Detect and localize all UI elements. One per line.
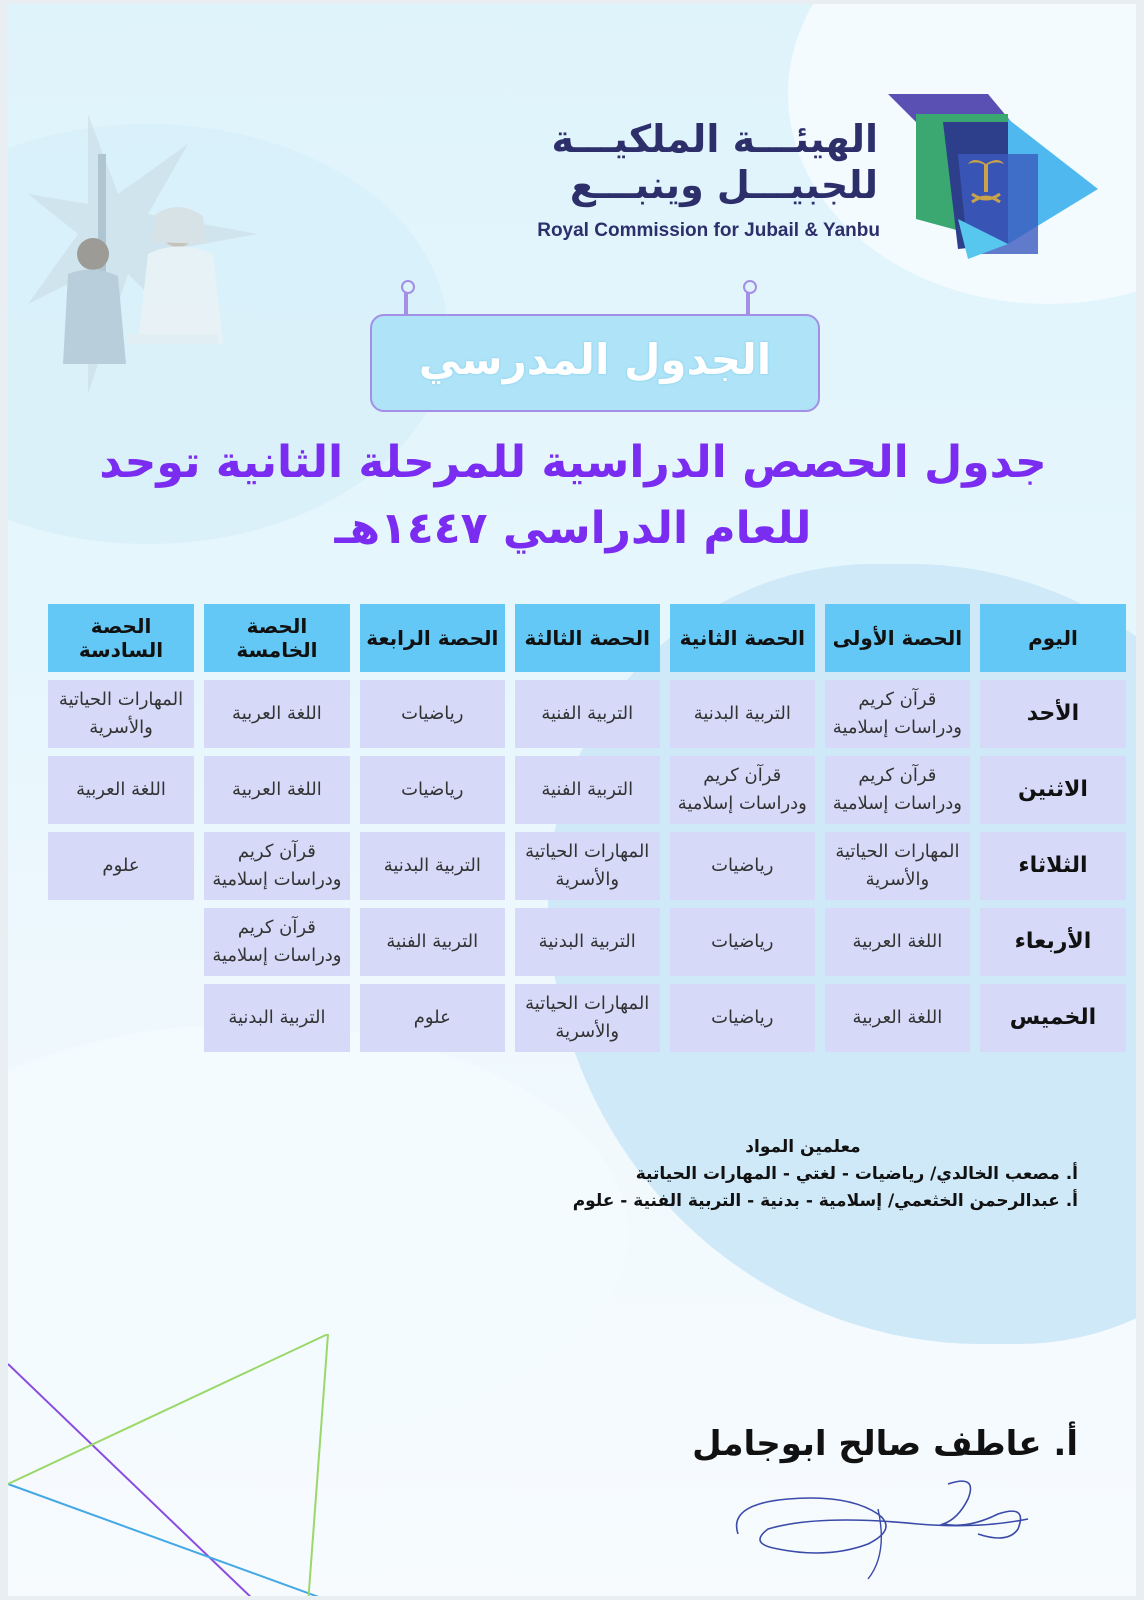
- page: [8, 4, 1136, 1596]
- period-cell: التربية الفنية: [515, 756, 660, 824]
- table-header-row: [48, 604, 1126, 672]
- period-cell: علوم: [360, 984, 505, 1052]
- period-cell: علوم: [48, 832, 194, 900]
- period-cell: رياضيات: [670, 832, 815, 900]
- period-cell: التربية الفنية: [360, 908, 505, 976]
- period-cell: قرآن كريم ودراسات إسلامية: [825, 680, 970, 748]
- table-row: [48, 680, 1126, 748]
- period-cell: رياضيات: [360, 680, 505, 748]
- page-title: [48, 430, 1098, 562]
- column-header: الحصة الثالثة: [515, 604, 660, 672]
- period-cell: اللغة العربية: [204, 756, 350, 824]
- table-row: [48, 756, 1126, 824]
- period-cell: التربية البدنية: [515, 908, 660, 976]
- schedule-table: [38, 596, 1136, 1060]
- period-cell: رياضيات: [670, 984, 815, 1052]
- table-row: [48, 908, 1126, 976]
- classroom-photo: [28, 104, 268, 404]
- period-cell: المهارات الحياتية والأسرية: [48, 680, 194, 748]
- period-cell: اللغة العربية: [48, 756, 194, 824]
- org-name-arabic: للجبيـــل وينبـــع: [569, 163, 878, 207]
- column-header: الحصة الأولى: [825, 604, 970, 672]
- teacher-line: أ. مصعب الخالدي/ رياضيات - لغتي - المهارات الحياتية: [635, 1164, 1078, 1184]
- day-cell: الثلاثاء: [980, 832, 1126, 900]
- period-cell: التربية الفنية: [515, 680, 660, 748]
- column-header: الحصة الرابعة: [360, 604, 505, 672]
- period-cell: المهارات الحياتية والأسرية: [515, 832, 660, 900]
- org-name-english: Royal Commission for Jubail & Yanbu: [537, 220, 880, 241]
- signer-name: أ. عاطف صالح ابوجامل: [692, 1424, 1078, 1464]
- title-line: جدول الحصص الدراسية للمرحلة الثانية توحد: [99, 437, 1047, 488]
- column-header: الحصة الخامسة: [204, 604, 350, 672]
- teacher-line: أ. عبدالرحمن الخثعمي/ إسلامية - بدنية - التربية الفنية - علوم: [572, 1191, 1078, 1211]
- org-name-arabic: الهيئـــة الملكيـــة: [551, 117, 878, 161]
- empty-cell: [48, 984, 194, 1052]
- period-cell: المهارات الحياتية والأسرية: [825, 832, 970, 900]
- period-cell: التربية البدنية: [670, 680, 815, 748]
- period-cell: اللغة العربية: [204, 680, 350, 748]
- title-line: للعام الدراسي ١٤٤٧هـ: [334, 503, 812, 554]
- column-header: اليوم: [980, 604, 1126, 672]
- day-cell: الأحد: [980, 680, 1126, 748]
- handwritten-signature: [728, 1474, 1048, 1584]
- day-cell: الاثنين: [980, 756, 1126, 824]
- period-cell: المهارات الحياتية والأسرية: [515, 984, 660, 1052]
- period-cell: رياضيات: [670, 908, 815, 976]
- period-cell: قرآن كريم ودراسات إسلامية: [204, 832, 350, 900]
- teachers-heading: معلمين المواد: [745, 1137, 861, 1157]
- period-cell: التربية البدنية: [204, 984, 350, 1052]
- period-cell: اللغة العربية: [825, 908, 970, 976]
- column-header: الحصة الثانية: [670, 604, 815, 672]
- column-header: الحصة السادسة: [48, 604, 194, 672]
- royal-commission-logo: [888, 94, 1108, 264]
- decorative-lines: [8, 1334, 368, 1596]
- period-cell: التربية البدنية: [360, 832, 505, 900]
- period-cell: قرآن كريم ودراسات إسلامية: [825, 756, 970, 824]
- empty-cell: [48, 908, 194, 976]
- period-cell: قرآن كريم ودراسات إسلامية: [670, 756, 815, 824]
- period-cell: اللغة العربية: [825, 984, 970, 1052]
- table-row: [48, 832, 1126, 900]
- table-row: [48, 984, 1126, 1052]
- period-cell: رياضيات: [360, 756, 505, 824]
- period-cell: قرآن كريم ودراسات إسلامية: [204, 908, 350, 976]
- teachers-section: [528, 1134, 1078, 1215]
- page-banner: الجدول المدرسي: [370, 314, 820, 412]
- day-cell: الأربعاء: [980, 908, 1126, 976]
- day-cell: الخميس: [980, 984, 1126, 1052]
